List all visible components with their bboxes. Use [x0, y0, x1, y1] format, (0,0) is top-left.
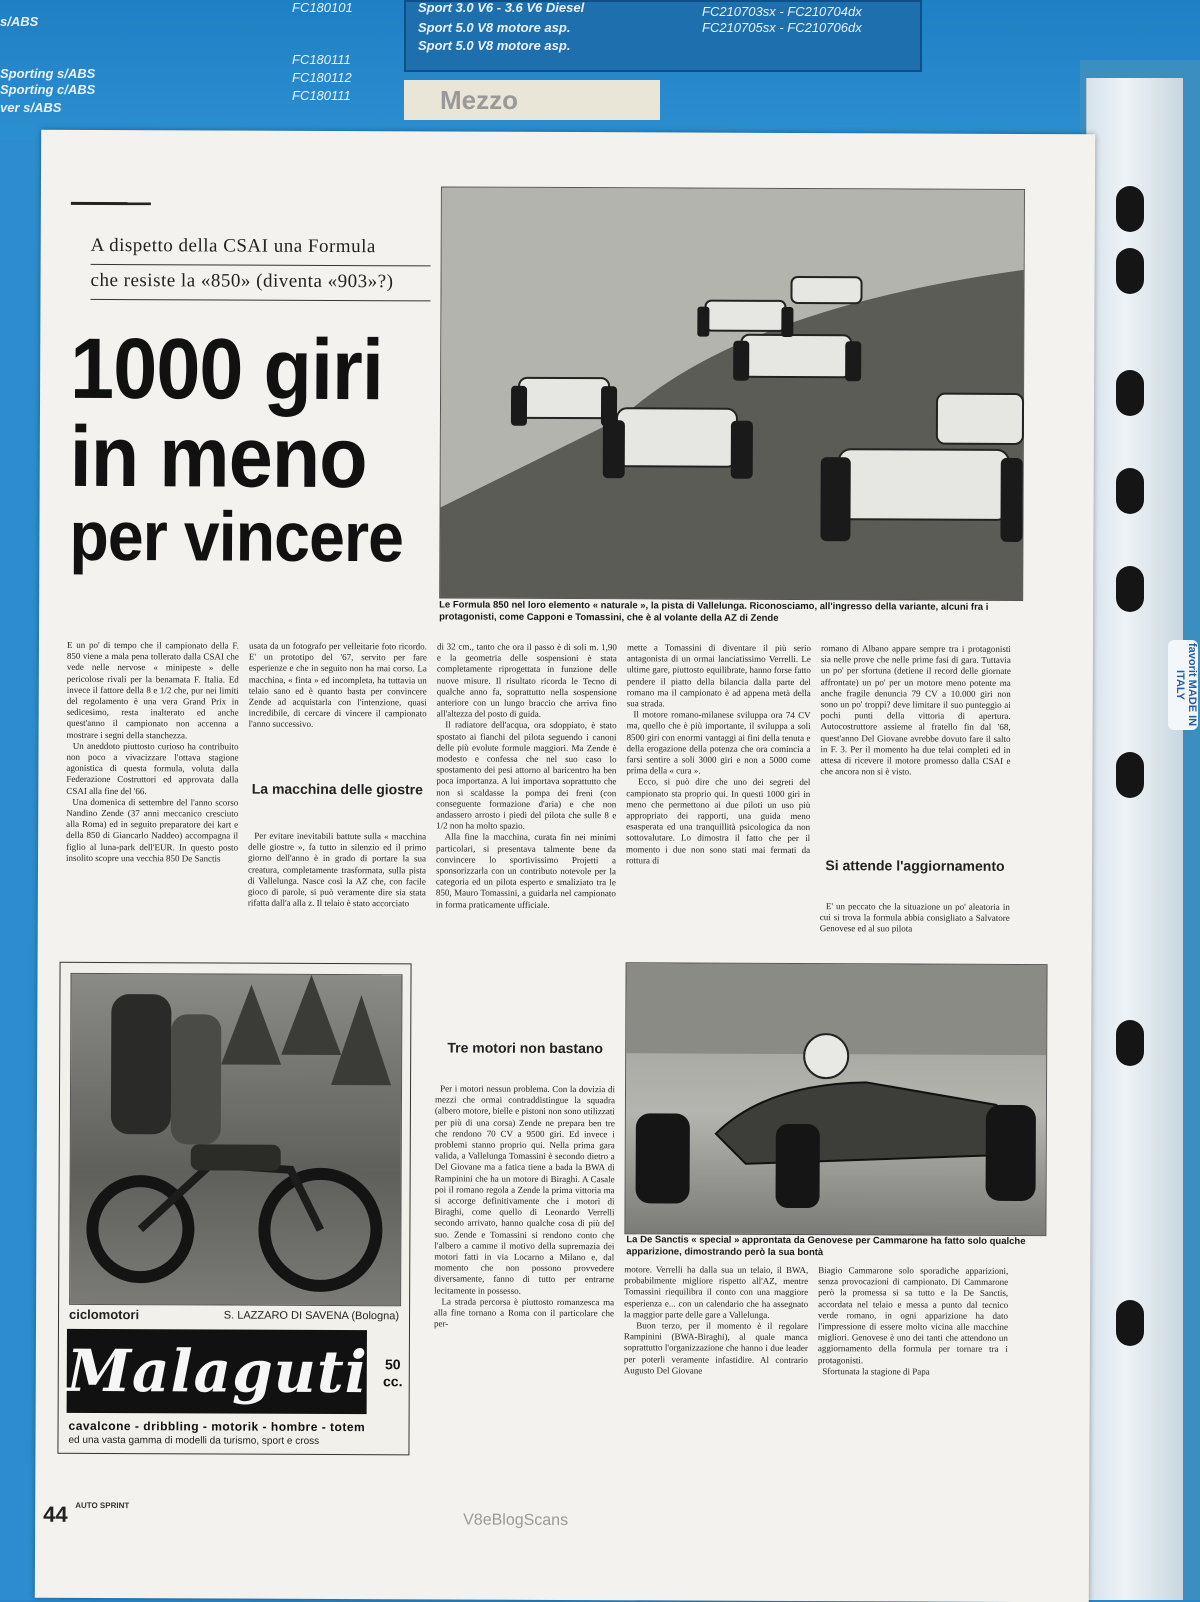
kicker [90, 230, 430, 301]
punch-hole [1116, 566, 1144, 612]
punch-hole [1116, 186, 1144, 232]
bg-label-1: s/ABS [0, 14, 39, 29]
headline-line-3: per vincere [69, 497, 404, 577]
kicker-line-2: che resiste la «850» (diventa «903»?) [90, 265, 430, 301]
subhead-motori: Tre motori non bastano [447, 1039, 604, 1057]
motorcycle-illustration [70, 974, 401, 1305]
ad-tagline: ed una vasta gamma di modelli da turismo, sport e cross [68, 1434, 320, 1447]
race-photo [439, 186, 1025, 601]
malaguti-ad [57, 962, 411, 1456]
article-column-3b: Per i motori nessun problema. Con la dovizia di mezzi che ormai contraddistingue la squadra (albero motore, bielle e pistoni non sono utilizzati per più di una corsa) Zende ne prepara ben tre che rendono 70 CV a 9500 giri. Ed invece i problemi stanno proprio qui. Nella prima gara valida, a Vallelunga Tomassini è secondo dietro a Del Giovane ma a fatica tiene a bada la BWA di Rampinini che ha un motore di Biraghi. A Casale poi il romano regola a Zende la prima vittoria ma si accorge definitivamente che i motori di Biraghi, come quello di Leonardo Verrelli secondo arrivato, hanno qualche cosa di più del suo. Zende e Tomassini si rendono conto che l'albero a camme il motivo della supremazia dei motori fatti in via Locarno a Milano e, dal momento che non possono provvedere diversamente, fanno di tutto per entrarne lecitamente in possesso. La strada percorsa è piuttosto romanzesca ma alla fine tornano a Roma con il particolare che per- [433, 1083, 618, 1329]
article-column-2a: usata da un fotografo per velleitarie foto ricordo. E' un prototipo del '67, servito per fare esperienze e che in seguito non ha mai corso. La macchina, « finta » ed incompleta, ha tuttavia un telaio sano ed è quanto basta per convincere Zende ad acquistarla con l'intenzione, quasi incredibile, di cercare di vincere il campionato l'anno successivo. [248, 640, 430, 730]
punch-hole [1116, 1300, 1144, 1346]
bg-spec-line-2: Sport 5.0 V8 motore asp. [418, 20, 571, 35]
bg-code-1: FC180101 [292, 0, 353, 15]
sleeve-brand-label: favorit MADE IN ITALY [1168, 640, 1198, 730]
de-sanctis-caption: La De Sanctis « special » approntata da Genovese per Cammarone ha fatto solo qualche apparizione, dimostrando però la sua bontà [626, 1234, 1026, 1259]
watermark: V8eBlogScans [463, 1511, 569, 1530]
bg-spec-code-1: FC210703sx - FC210704dx [702, 4, 862, 19]
bg-spec-code-2: FC210705sx - FC210706dx [702, 20, 862, 35]
punch-hole [1116, 752, 1144, 798]
bg-label-3: Sporting c/ABS [0, 82, 96, 97]
article-column-1: E un po' di tempo che il campionato della F. 850 viene a mala pena tollerato dalla CSAI che vede nelle nervose « minipeste » delle pericolose rivali per la benamata F. Italia. Ed invece il fattore della 8 e 1/2 che, pur nei limiti del regolamento è una vera Grand Prix in sedicesimo, resta inalterato ed anche quest'anno il campionato non accenna a mostrare i segni della stanchezza. Un aneddoto piuttosto curioso ha contribuito non poco a vivacizzare l'ottava stagione agonistica di questa formula, voluta dalla Federazione Costruttori ed approvata dalla CSAI alla fine del '66. Una domenica di settembre del l'anno scorso Nandino Zende (37 anni meccanico cresciuto alla Roma) ed in seguito preparatore dei kart e della 850 di Giancarlo Naddeo) accompagna il figlio al luna-park dell'EUR. In questo posto insolito scopre una vecchia 850 De Sanctis [66, 639, 242, 864]
punch-hole [1116, 370, 1144, 416]
malaguti-logo: Malaguti [67, 1329, 367, 1414]
page-number: 44 [43, 1501, 68, 1527]
headline-line-1: 1000 giri [69, 320, 384, 419]
subhead-macchina: La macchina delle giostre [251, 780, 423, 798]
ad-models: cavalcone - dribbling - motorik - hombre - totem [68, 1418, 366, 1435]
article-column-5c: Biagio Cammarone solo sporadiche apparizioni, senza provocazioni di campionato. Di Cammarone però la promessa si sa tutto e la De Sanctis, accordata nel telaio e messa a punto dal tecnico verde romano, in ogni apparizione ha dato l'impressione di essere molto vicina alle macchine migliori. Genovese è uno dei tanti che attendono un aggiornamento della formula per tornare tra i protagonisti. Sfortunata la stagione di Papa [817, 1265, 1011, 1377]
ad-section: ciclomotori [69, 1306, 140, 1323]
article-column-4b: motore. Verrelli ha dalla sua un telaio, il BWA, probabilmente migliore rispetto all'AZ, mentre Tomassini riequilibra il conto con una maggiore esperienza e... con un calendario che ha assegnato la maggior parte delle gare a Vallelunga. Buon terzo, per il momento è il regolare Rampinini (BWA-Biraghi), al quale manca soprattutto l'organizzazione che hanno i due leader per poterli veramente infastidire. Al contrario Augusto Del Giovane [623, 1264, 811, 1376]
headline-line-2: in meno [69, 408, 367, 506]
article-column-4a: mette a Tomassini di diventare il più serio antagonista di un ormai lanciatissimo Verrelli. Le ultime gare, piuttosto equilibrate, hanno forse fatto pendere il piatto della bilancia dalla parte del romano ma il campionato è ad appena metà della sua strada. Il motore romano-milanese sviluppa ora 74 CV ma, quello che è più importante, il sviluppa a soli 8500 giri con enormi vantaggi ai fini della tenuta e della erogazione della potenza che ora comincia a farsi sentire a soli 3000 giri e non a 5000 come prima della « cura ». Ecco, si può dire che uno dei segreti del campionato sta proprio qui. In questi 1000 giri in meno che permettono ai due piloti un uso più appropriato dei rapporti, una guida meno esasperata ed una tranquillità psicologica da non sottovalutare. Lo dimostra il fatto che per il momento i due non sono stati mai fermati da rottura di [626, 642, 814, 866]
magazine-page [35, 130, 1095, 1602]
subhead-aggiornamento: Si attende l'aggiornamento [825, 857, 1005, 874]
kicker-line-1: A dispetto della CSAI una Formula [91, 230, 431, 266]
punch-hole [1116, 1020, 1144, 1066]
bg-spec-line-1: Sport 3.0 V6 - 3.6 V6 Diesel [418, 0, 585, 15]
ad-displacement: 50 cc. [382, 1356, 403, 1390]
ad-header-row [69, 1307, 399, 1323]
punch-hole [1116, 248, 1144, 294]
article-column-5a: romano di Albano appare sempre tra i protagonisti sia nelle prove che nelle prime fasi di gara. Tuttavia un po' per sfortuna (detiene il record delle giornate affrontate) un po' per un motore meno potente ma anche fragile denuncia 79 CV a 10.000 giri non sono un po' troppi? deve limitare il suo punteggio ai pochi punti della vittoria di apertura. Autocostruttore assieme al fratello fin dal '68, quest'anno Del Giovane avrebbe dovuto fare il salto in F. 3. Per il momento ha due telai completi ed in attesa di ricevere il motore promesso dalla CSAI e che ancora non si è visto. [820, 643, 1014, 777]
bg-code-3: FC180112 [292, 70, 352, 85]
ad-photo [69, 973, 402, 1306]
de-sanctis-photo [624, 962, 1047, 1236]
kicker-rule [71, 202, 151, 205]
bg-spec-line-3: Sport 5.0 V8 motore asp. [418, 38, 571, 53]
race-photo-caption: Le Formula 850 nel loro elemento « naturale », la pista di Vallelunga. Riconosciamo, all'ingresso della variante, alcuni fra i protagonisti, come Capponi e Tomassini, che è al volante della AZ di Zende [439, 599, 989, 624]
bg-code-4: FC180111 [292, 88, 351, 103]
article-column-2b: Per evitare inevitabili battute sulla « macchina delle giostre », fa tutto in silenzio ed il primo giorno dell'anno è in grado di portare la sua creatura, completamente trasformata, sulla pista di Vallelunga. Nasce così la AZ che, con facile gioco di parole, si può veramente dire sia stata rifatta dall'a alla z. Il telaio è stato accorciato [247, 830, 429, 909]
headline [69, 320, 440, 577]
publication-logo: AUTO SPRINT [75, 1500, 130, 1511]
bg-code-2: FC180111 [292, 52, 351, 67]
article-column-3a: di 32 cm., tanto che ora il passo è di soli m. 1,90 e la geometria delle sospensioni è stata completamente riprogettata in funzione delle nuove misure. Il risultato ricorda le Tecno di qualche anno fa, soprattutto nella sospensione anteriore con un lungo braccio che arriva fino all'altezza del posto di guida. Il radiatore dell'acqua, ora sdoppiato, è stato spostato ai fianchi del pilota seguendo i canoni delle più evolute formule maggiori. Ma Zende è modesto e confessa che nel suo caso lo spostamento dei pesi attorno al baricentro ha ben poca importanza. A lui importava soprattutto che non si scaldasse la pompa dei freni (con conseguente formazione d'aria) e che non andassero arrosto i piedi del pilota che sulle 8 e 1/2 non ha molto spazio. Alla fine la macchina, curata fin nei minimi particolari, si presentava talmente bene da convincere lo sportivissimo Projetti a sponsorizzarla con un contributo notevole per la categoria ed un pilota esperto e smaliziato tra le 850, Mauro Tomassini, a guidarla nel campionato in forma praticamente ufficiale. [435, 641, 620, 910]
bg-label-2: Sporting s/ABS [0, 66, 96, 81]
race-photo-illustration [440, 187, 1024, 600]
bg-label-4: ver s/ABS [0, 100, 62, 115]
sheet-protector-strip [1086, 78, 1183, 1600]
punch-hole [1116, 468, 1144, 514]
bg-tab: Mezzo [404, 80, 660, 120]
ad-location: S. LAZZARO DI SAVENA (Bologna) [223, 1309, 400, 1323]
de-sanctis-illustration [625, 963, 1046, 1235]
article-column-5b: E' un peccato che la situazione un po' aleatoria in cui si trova la formula abbia consigliato a Salvatore Genovese ed al suo pilota [819, 901, 1013, 934]
